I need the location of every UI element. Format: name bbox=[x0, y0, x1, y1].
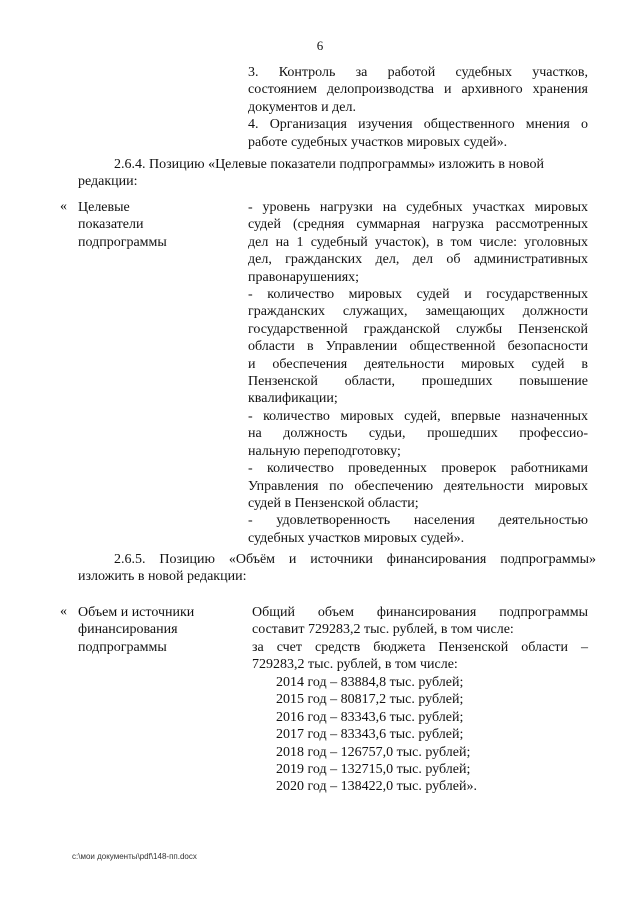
word: Контроль bbox=[278, 65, 336, 80]
targets-line: на должность судьи, прошедших профессио- bbox=[248, 426, 588, 442]
paragraph-2-6-4 bbox=[78, 156, 590, 191]
paragraph-2-6-4-line-2: редакции: bbox=[78, 174, 138, 190]
financing-label-line: Объем и источники bbox=[78, 605, 195, 620]
item-4-line-1: 4. Организация изучения общественного мнения о bbox=[248, 117, 588, 133]
targets-line: - количество мировых судей, впервые назначенных bbox=[248, 408, 588, 424]
targets-content bbox=[248, 199, 588, 547]
word: 3. bbox=[248, 65, 259, 80]
targets-label-line: подпрограммы bbox=[78, 234, 167, 250]
targets-line: государственной гражданской службы Пензенской bbox=[248, 321, 588, 337]
item-3-line-1 bbox=[248, 64, 588, 81]
targets-line: квалификации; bbox=[248, 391, 338, 407]
targets-line: судей (средняя суммарная нагрузка рассмотренных bbox=[248, 217, 588, 233]
paragraph-2-6-5-line-2: изложить в новой редакции: bbox=[78, 569, 247, 585]
targets-line: дел на 1 судебный участок), в том числе: уголовных bbox=[248, 234, 588, 250]
targets-line: судей в Пензенской области; bbox=[248, 495, 419, 511]
prev-section-items bbox=[248, 64, 588, 151]
targets-line: - количество проведенных проверок работниками bbox=[248, 461, 588, 477]
word: судебных bbox=[455, 65, 512, 80]
financing-year-line: 2017 год – 83343,6 тыс. рублей; bbox=[276, 727, 464, 743]
financing-year-line: 2020 год – 138422,0 тыс. рублей». bbox=[276, 779, 477, 795]
file-path-footer: c:\мои документы\pdf\148-пп.docx bbox=[72, 852, 197, 861]
financing-years bbox=[276, 674, 588, 796]
financing-year-line: 2018 год – 126757,0 тыс. рублей; bbox=[276, 744, 471, 760]
word: за bbox=[355, 65, 368, 80]
financing-line: за счет средств бюджета Пензенской области – bbox=[252, 639, 588, 655]
item-4-line-2: работе судебных участков мировых судей». bbox=[248, 134, 508, 150]
page-number: 6 bbox=[316, 38, 324, 53]
financing-line: составит 729283,2 тыс. рублей, в том числе: bbox=[252, 622, 514, 638]
targets-line: и обеспечения деятельности мировых судей в bbox=[248, 356, 588, 372]
financing-content bbox=[252, 604, 588, 674]
targets-label bbox=[78, 199, 228, 251]
item-3-line-2: состоянием делопроизводства и архивного хранения bbox=[248, 82, 588, 98]
financing-quote-mark: « bbox=[60, 604, 67, 619]
targets-line: гражданских служащих, замещающих должности bbox=[248, 304, 588, 320]
targets-line: дел, гражданских дел, дел об административных bbox=[248, 252, 588, 268]
targets-quote-mark: « bbox=[60, 199, 67, 214]
targets-line: - уровень нагрузки на судебных участках мировых bbox=[248, 200, 588, 215]
targets-line: нальную переподготовку; bbox=[248, 443, 401, 459]
financing-label-line: финансирования bbox=[78, 622, 178, 638]
targets-line: - количество мировых судей и государственных bbox=[248, 287, 588, 303]
word: работой bbox=[387, 65, 436, 80]
paragraph-2-6-5-line-1: 2.6.5. Позицию «Объём и источники финансирования подпрограммы» bbox=[114, 552, 596, 567]
targets-line: области в Управлении общественной безопасности bbox=[248, 339, 588, 355]
financing-year-line: 2019 год – 132715,0 тыс. рублей; bbox=[276, 762, 471, 778]
item-3-line-3: документов и дел. bbox=[248, 99, 356, 115]
paragraph-2-6-4-line-1: 2.6.4. Позицию «Целевые показатели подпрограммы» изложить в новой bbox=[114, 157, 545, 172]
financing-line: 729283,2 тыс. рублей, в том числе: bbox=[252, 657, 458, 673]
targets-line: Управления по обеспечению деятельности мировых bbox=[248, 478, 588, 494]
targets-line: судебных участков мировых судей». bbox=[248, 530, 465, 546]
targets-line: - удовлетворенность населения деятельностью bbox=[248, 513, 588, 529]
word: участков, bbox=[532, 65, 588, 80]
targets-label-line: показатели bbox=[78, 217, 144, 233]
financing-line: Общий объем финансирования подпрограммы bbox=[252, 605, 588, 620]
financing-year-line: 2014 год – 83884,8 тыс. рублей; bbox=[276, 675, 464, 690]
targets-line: Пензенской области, прошедших повышение bbox=[248, 374, 588, 390]
financing-label bbox=[78, 604, 238, 656]
paragraph-2-6-5 bbox=[78, 551, 596, 586]
targets-label-line: Целевые bbox=[78, 200, 130, 215]
targets-line: правонарушениях; bbox=[248, 269, 360, 285]
financing-year-line: 2015 год – 80817,2 тыс. рублей; bbox=[276, 692, 464, 708]
financing-year-line: 2016 год – 83343,6 тыс. рублей; bbox=[276, 709, 464, 725]
financing-label-line: подпрограммы bbox=[78, 639, 167, 655]
